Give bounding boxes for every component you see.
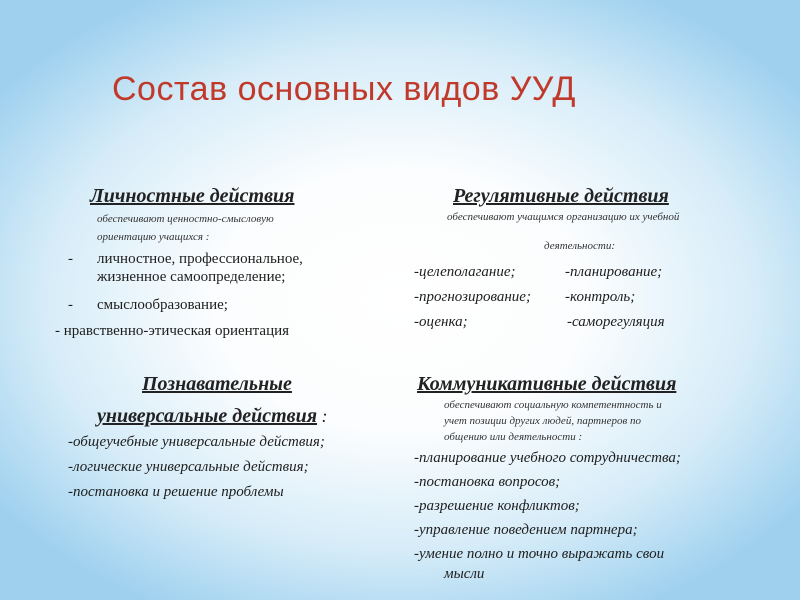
regulatory-item: -планирование; xyxy=(565,264,663,280)
personal-heading: Личностные действия xyxy=(90,185,295,207)
regulatory-note-line1: обеспечивают учащимся организацию их учебной xyxy=(447,211,680,223)
communicative-item: -управление поведением партнера; xyxy=(414,522,638,538)
communicative-item: -разрешение конфликтов; xyxy=(414,498,580,514)
regulatory-item: -саморегуляция xyxy=(567,314,665,330)
regulatory-item: -целеполагание; xyxy=(414,264,516,280)
regulatory-heading: Регулятивные действия xyxy=(453,185,669,207)
cognitive-heading-line2: универсальные действия xyxy=(97,405,318,427)
communicative-note-line1: обеспечивают социальную компетентность и xyxy=(444,399,662,411)
slide-title: Состав основных видов УУД xyxy=(112,70,576,108)
personal-item-line: смыслообразование; xyxy=(97,297,228,313)
communicative-item: -умение полно и точно выражать свои xyxy=(414,546,665,562)
communicative-heading: Коммуникативные действия xyxy=(417,373,677,395)
regulatory-item: -прогнозирование; xyxy=(414,289,531,305)
communicative-note-line2: учет позиции других людей, партнеров по xyxy=(444,415,641,427)
cognitive-item: -общеучебные универсальные действия; xyxy=(68,434,325,450)
communicative-last-line: мысли xyxy=(444,566,485,582)
regulatory-item: -контроль; xyxy=(565,289,636,305)
communicative-note-line3: общению или деятельности : xyxy=(444,431,583,443)
cognitive-heading-suffix: : xyxy=(317,406,328,426)
personal-note-line2: ориентацию учащихся : xyxy=(97,231,210,243)
communicative-item: -планирование учебного сотрудничества; xyxy=(414,450,681,466)
personal-item-line: личностное, профессиональное, xyxy=(97,251,303,267)
cognitive-heading-line2-wrap xyxy=(97,405,328,428)
personal-item-bullet: - xyxy=(68,297,73,313)
communicative-item: -постановка вопросов; xyxy=(414,474,561,490)
cognitive-heading-line1: Познавательные xyxy=(142,373,292,395)
personal-note-line1: обеспечивают ценностно-смысловую xyxy=(97,213,274,225)
regulatory-item: -оценка; xyxy=(414,314,468,330)
cognitive-item: -постановка и решение проблемы xyxy=(68,484,284,500)
personal-item-line: жизненное самоопределение; xyxy=(97,269,286,285)
personal-item-bullet: - xyxy=(68,251,73,267)
cognitive-item: -логические универсальные действия; xyxy=(68,459,309,475)
regulatory-note-line2: деятельности: xyxy=(544,240,615,252)
personal-last-item: - нравственно-этическая ориентация xyxy=(55,323,290,339)
